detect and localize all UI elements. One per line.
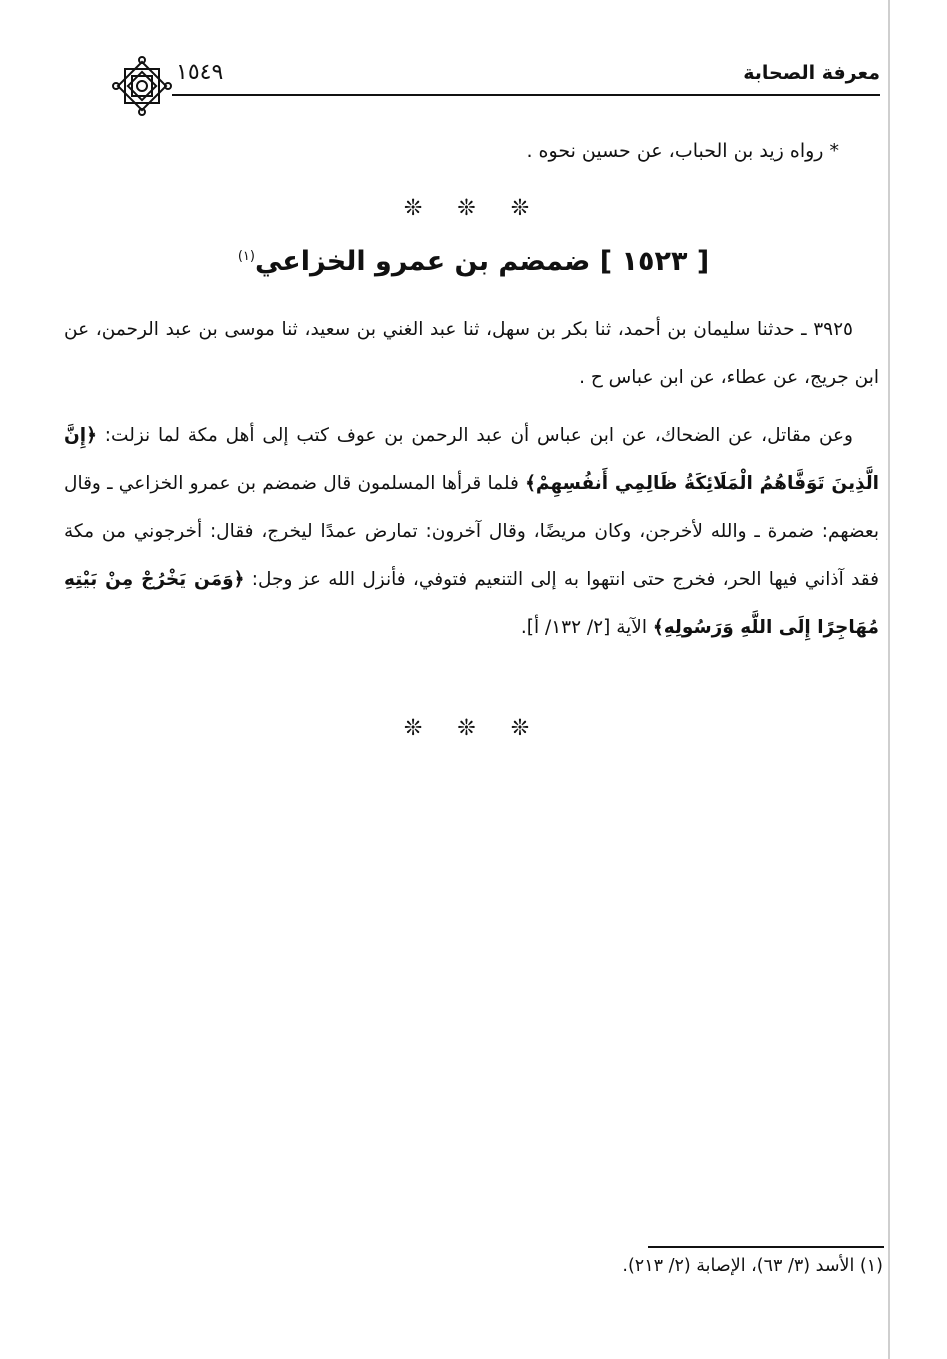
header-rule [172,94,880,96]
section-separator: ❊ ❊ ❊ [403,716,544,741]
entry-heading-text: [ ١٥٢٣ ] ضمضم بن عمرو الخزاعي [254,246,710,277]
quran-verse-1: ﴿إِنَّ الَّذِينَ تَوَفَّاهُمُ الْمَلَائِكَةُ ظَالِمِي أَنفُسِهِمْ﴾ [64,425,880,494]
paragraph-text-part: وعن مقاتل، عن الضحاك، عن ابن عباس أن عبد الرحمن بن عوف كتب إلى أهل مكة لما نزلت: [96,425,853,446]
octagonal-star-ornament-icon [112,56,172,116]
section-separator: ❊ ❊ ❊ [403,196,544,221]
footnote: (١) الأسد (٣/ ٦٣)، الإصابة (٢/ ٢١٣). [622,1256,883,1276]
paragraph-text [64,412,879,652]
footnote-rule [648,1246,884,1248]
paragraph-text-part: الآية [٢/ ١٣٢/ أ]. [520,617,653,638]
quran-verse-2: ﴿وَمَن يَخْرُجْ مِنْ بَيْتِهِ مُهَاجِرًا إِلَى اللَّهِ وَرَسُولِهِ﴾ [64,569,879,638]
paragraph-text-part: فلما قرأها المسلمون قال ضمضم بن عمرو الخزاعي ـ وقال بعضهم: ضمرة ـ والله لأخرجن، وكان مريضًا، وقال آخرون: تمارض عمدًا ليخرج، فقال: أخرجوني من مكة فقد آذاني فيها الحر، فخرج حتى انتهوا به إلى التنعيم فتوفي، فأنزل الله عز وجل: [64,473,879,590]
hadith-paragraph-2 [64,412,879,652]
running-title: معرفة الصحابة [743,62,880,84]
running-header [112,56,880,96]
paragraph-text: ٣٩٢٥ ـ حدثنا سليمان بن أحمد، ثنا بكر بن سهل، ثنا عبد الغني بن سعيد، ثنا موسى بن عبد الرحمن، عن ابن جريج، عن عطاء، عن ابن عباس ح . [64,319,879,388]
hadith-paragraph-1 [64,306,879,402]
page-number: ١٥٤٩ [176,60,224,85]
footnote-marker: (١) [237,249,255,264]
entry-heading [0,246,947,277]
narration-note: * رواه زيد بن الحباب، عن حسين نحوه . [526,140,839,162]
